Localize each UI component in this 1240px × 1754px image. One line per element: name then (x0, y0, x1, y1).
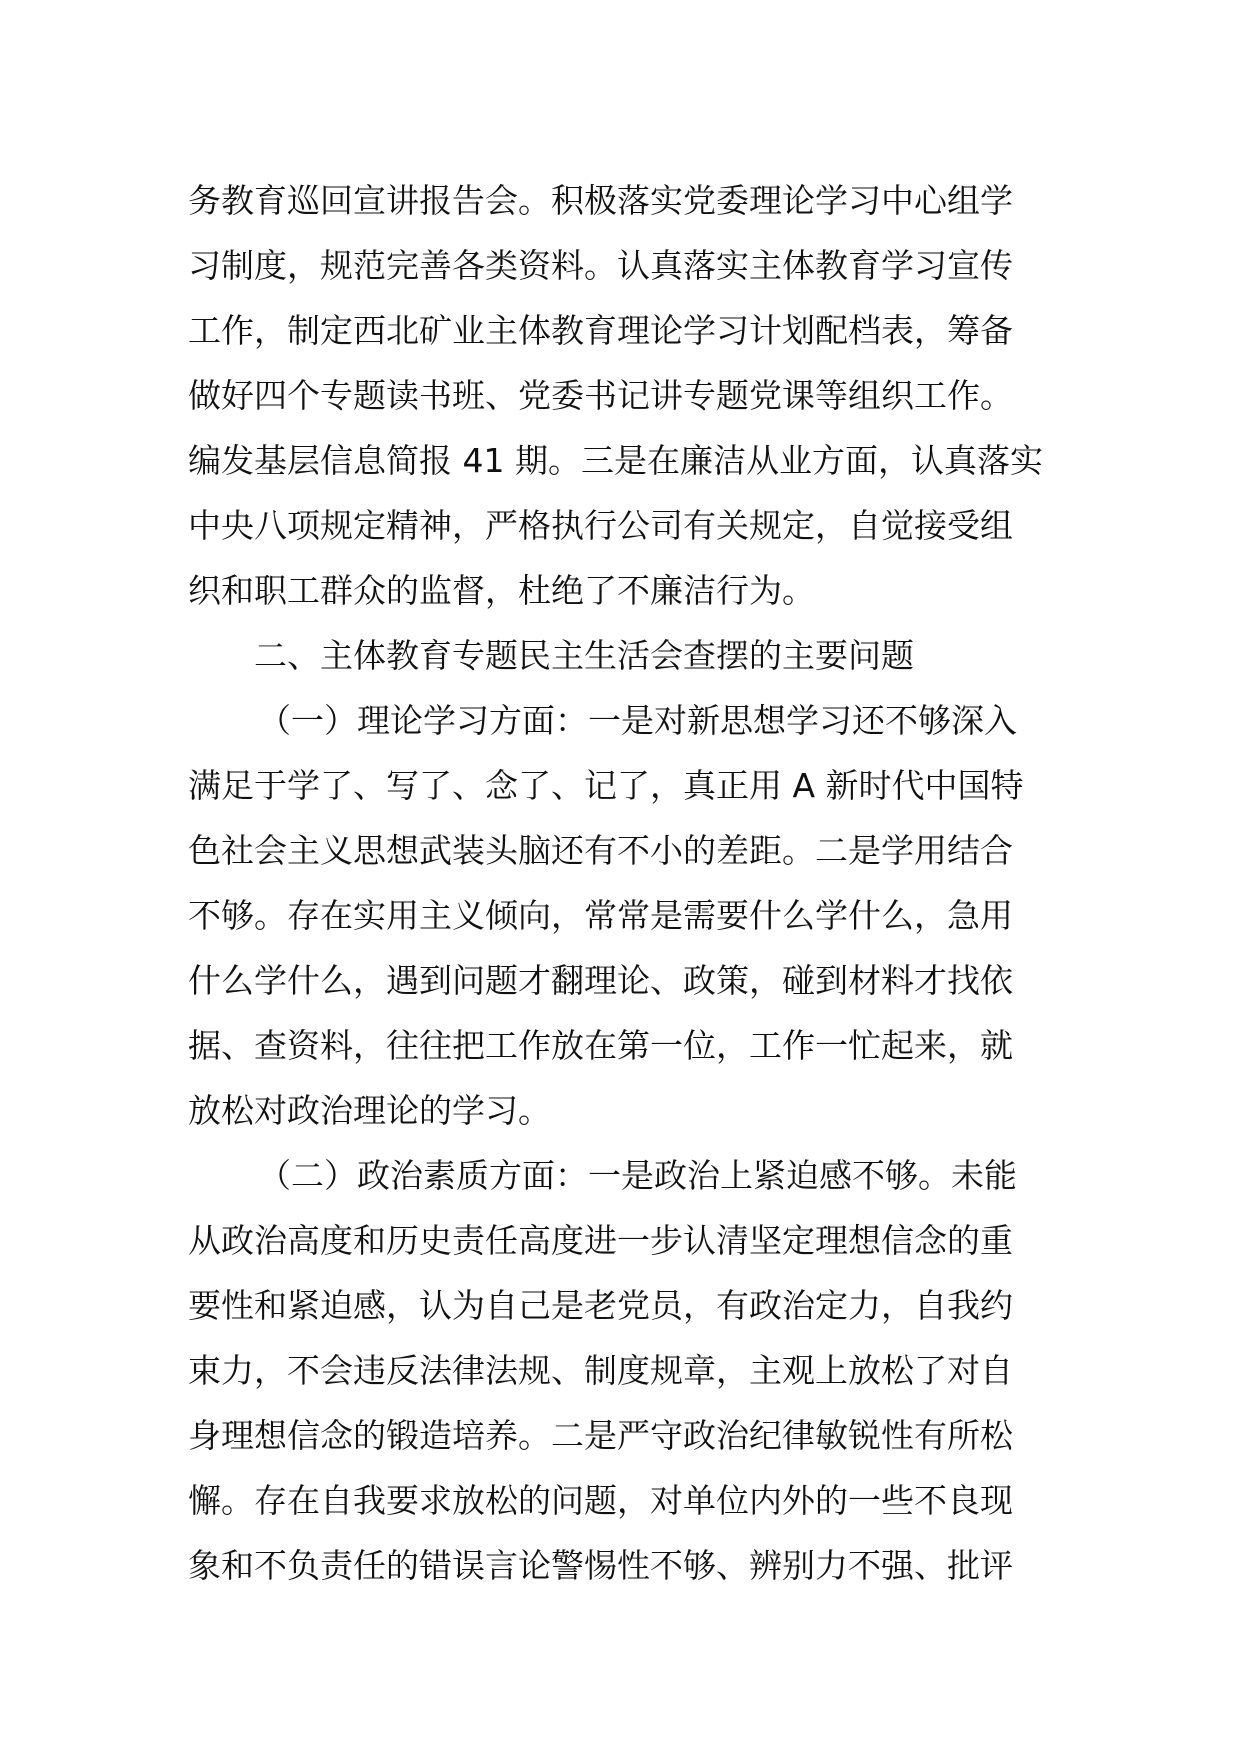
body-line: 务教育巡回宣讲报告会。积极落实党委理论学习中心组学 (188, 181, 1013, 220)
body-line: 据、查资料，往往把工作放在第一位，工作一忙起来，就 (188, 1026, 1013, 1065)
body-line: 不够。存在实用主义倾向，常常是需要什么学什么，急用 (188, 896, 1013, 935)
subsection-start-line: （一）理论学习方面：一是对新思想学习还不够深入 (258, 701, 1017, 740)
body-line: 编发基层信息简报 41 期。三是在廉洁从业方面，认真落实 (188, 441, 1043, 480)
body-line: 工作，制定西北矿业主体教育理论学习计划配档表，筹备 (188, 311, 1013, 350)
section-heading: 二、主体教育专题民主生活会查摆的主要问题 (254, 636, 914, 675)
body-line: 色社会主义思想武装头脑还有不小的差距。二是学用结合 (188, 831, 1013, 870)
body-line: 什么学什么，遇到问题才翻理论、政策，碰到材料才找依 (188, 961, 1013, 1000)
body-line: 织和职工群众的监督，杜绝了不廉洁行为。 (188, 571, 815, 610)
body-line: 满足于学了、写了、念了、记了，真正用 A 新时代中国特 (188, 766, 1024, 805)
body-line: 做好四个专题读书班、党委书记讲专题党课等组织工作。 (188, 376, 1013, 415)
body-line: 中央八项规定精神，严格执行公司有关规定，自觉接受组 (188, 506, 1013, 545)
document-body (188, 168, 1058, 1598)
body-line: 放松对政治理论的学习。 (188, 1091, 551, 1130)
body-line: 习制度，规范完善各类资料。认真落实主体教育学习宣传 (188, 246, 1013, 285)
body-line: 束力，不会违反法律法规、制度规章，主观上放松了对自 (188, 1351, 1013, 1390)
subsection-start-line: （二）政治素质方面：一是政治上紧迫感不够。未能 (258, 1156, 1017, 1195)
body-line: 从政治高度和历史责任高度进一步认清坚定理想信念的重 (188, 1221, 1013, 1260)
body-line: 懈。存在自我要求放松的问题，对单位内外的一些不良现 (188, 1481, 1013, 1520)
body-line: 身理想信念的锻造培养。二是严守政治纪律敏锐性有所松 (188, 1416, 1013, 1455)
body-line: 象和不负责任的错误言论警惕性不够、辨别力不强、批评 (188, 1546, 1013, 1585)
body-line: 要性和紧迫感，认为自己是老党员，有政治定力，自我约 (188, 1286, 1013, 1325)
